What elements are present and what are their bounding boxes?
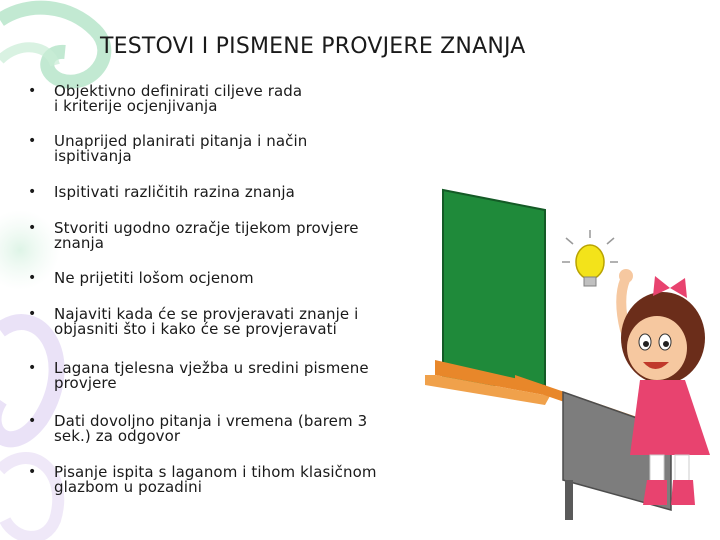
bullet-dot: • <box>28 184 37 200</box>
item-text-line1: Objektivno definirati ciljeve rada <box>54 82 303 100</box>
item-text-line2: ispitivanja <box>54 147 132 165</box>
item-text-line1: Ne prijetiti lošom ocjenom <box>54 269 254 287</box>
item-text-line2: objasniti što i kako će se provjeravati <box>54 320 337 338</box>
bullet-dot: • <box>28 464 37 480</box>
bullet-dot: • <box>28 413 37 429</box>
classroom-illustration <box>425 180 720 525</box>
item-text-line2: provjere <box>54 374 117 392</box>
bullet-dot: • <box>28 133 37 149</box>
item-text-line2: i kriterije ocjenjivanja <box>54 97 218 115</box>
slide-title: TESTOVI I PISMENE PROVJERE ZNANJA <box>100 34 526 59</box>
chalkboard <box>425 190 550 405</box>
item-text-line2: sek.) za odgovor <box>54 427 181 445</box>
item-text-line2: znanja <box>54 234 105 252</box>
bullet-dot: • <box>28 306 37 322</box>
item-text-line2: glazbom u pozadini <box>54 478 203 496</box>
bullet-dot: • <box>28 270 37 286</box>
item-text-line1: Unaprijed planirati pitanja i način <box>54 132 308 150</box>
lightbulb-icon <box>562 230 618 286</box>
item-text-line1: Ispitivati različitih razina znanja <box>54 183 295 201</box>
bullet-dot: • <box>28 83 37 99</box>
item-text-line1: Lagana tjelesna vježba u sredini pismene <box>54 359 369 377</box>
bullet-dot: • <box>28 220 37 236</box>
item-text-line1: Najaviti kada će se provjeravati znanje i <box>54 305 359 323</box>
item-text-line1: Dati dovoljno pitanja i vremena (barem 3 <box>54 412 368 430</box>
item-text-line1: Stvoriti ugodno ozračje tijekom provjere <box>54 219 359 237</box>
item-text-line1: Pisanje ispita s laganom i tihom klasičnom <box>54 463 377 481</box>
bullet-dot: • <box>28 360 37 376</box>
